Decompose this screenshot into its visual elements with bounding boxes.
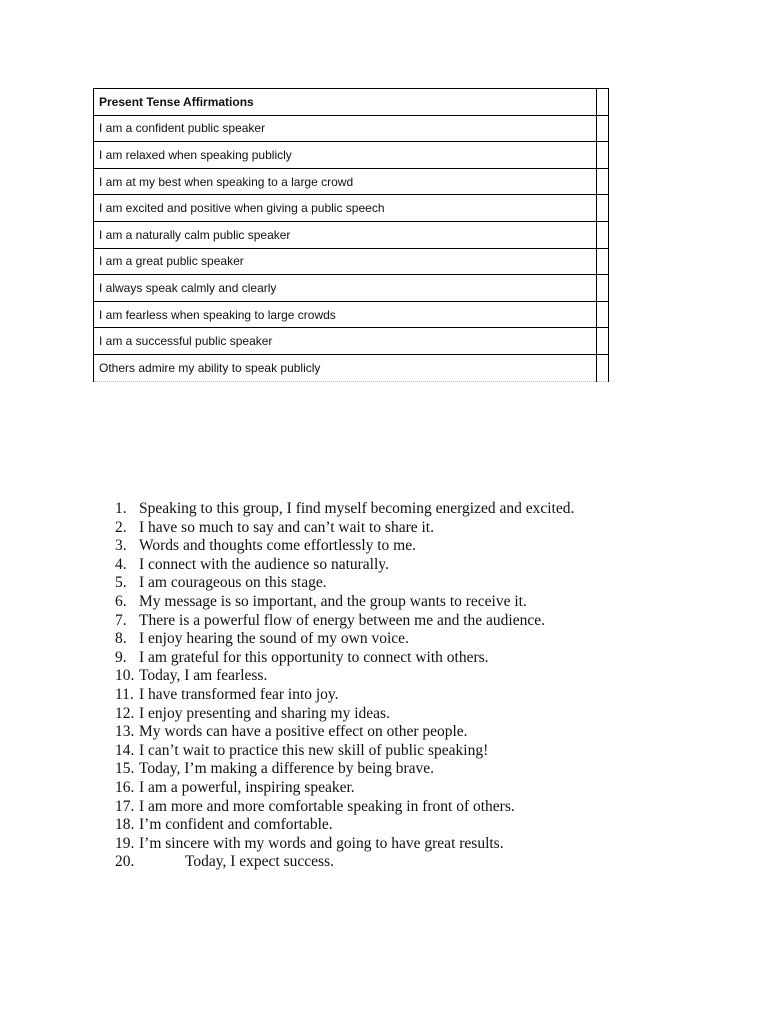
table-cell: I am at my best when speaking to a large crowd bbox=[94, 168, 597, 195]
table-side-cell bbox=[597, 115, 609, 142]
list-item bbox=[115, 612, 755, 631]
table-row bbox=[94, 275, 609, 302]
table-side-cell bbox=[597, 301, 609, 328]
list-item-text: I enjoy presenting and sharing my ideas. bbox=[139, 704, 390, 722]
list-item-text: I am courageous on this stage. bbox=[139, 574, 327, 592]
list-item-number: 19. bbox=[115, 834, 135, 852]
list-item bbox=[115, 630, 755, 649]
list-item-number: 14. bbox=[115, 741, 135, 759]
list-item-text: I’m confident and comfortable. bbox=[139, 816, 333, 834]
list-item-number: 10. bbox=[115, 667, 135, 685]
affirmations-list bbox=[115, 500, 755, 872]
list-item-text: I’m sincere with my words and going to have great results. bbox=[139, 834, 504, 852]
list-item-text: I enjoy hearing the sound of my own voice. bbox=[139, 630, 409, 648]
table-cell: I am fearless when speaking to large crowds bbox=[94, 301, 597, 328]
list-item-number: 20. bbox=[115, 853, 135, 871]
list-item-text: My words can have a positive effect on other people. bbox=[139, 723, 468, 741]
list-item-number: 13. bbox=[115, 723, 135, 741]
list-item-number: 4. bbox=[115, 555, 127, 573]
table-row bbox=[94, 168, 609, 195]
table-row bbox=[94, 221, 609, 248]
table-cell: I always speak calmly and clearly bbox=[94, 275, 597, 302]
table-cell: I am excited and positive when giving a public speech bbox=[94, 195, 597, 222]
list-item bbox=[115, 835, 755, 854]
table-side-cell bbox=[597, 221, 609, 248]
list-item-number: 7. bbox=[115, 611, 127, 629]
list-item bbox=[115, 574, 755, 593]
affirmations-table bbox=[93, 88, 609, 382]
list-item bbox=[115, 760, 755, 779]
list-item-text: There is a powerful flow of energy between me and the audience. bbox=[139, 611, 545, 629]
list-item bbox=[115, 853, 755, 872]
table-cell: I am a naturally calm public speaker bbox=[94, 221, 597, 248]
table-cell: I am a successful public speaker bbox=[94, 328, 597, 355]
list-item-text: I can’t wait to practice this new skill of public speaking! bbox=[139, 741, 489, 759]
table-cell: Others admire my ability to speak publicly bbox=[94, 354, 597, 381]
list-item bbox=[115, 556, 755, 575]
list-item-number: 12. bbox=[115, 704, 135, 722]
list-item bbox=[115, 686, 755, 705]
list-item-text: I am more and more comfortable speaking in front of others. bbox=[139, 797, 515, 815]
list-item bbox=[115, 723, 755, 742]
list-item-text: Today, I am fearless. bbox=[139, 667, 268, 685]
list-item-text: I am a powerful, inspiring speaker. bbox=[139, 778, 355, 796]
table-header-row bbox=[94, 89, 609, 116]
list-item bbox=[115, 667, 755, 686]
list-item-text: I connect with the audience so naturally. bbox=[139, 555, 389, 573]
list-item-number: 8. bbox=[115, 630, 127, 648]
list-item-number: 6. bbox=[115, 592, 127, 610]
table-row bbox=[94, 301, 609, 328]
list-item-number: 18. bbox=[115, 816, 135, 834]
table-row bbox=[94, 142, 609, 169]
list-item bbox=[115, 649, 755, 668]
list-item bbox=[115, 593, 755, 612]
list-item-text: I have transformed fear into joy. bbox=[139, 685, 339, 703]
table-side-cell bbox=[597, 354, 609, 381]
list-item-text: Words and thoughts come effortlessly to me. bbox=[139, 537, 416, 555]
list-item-number: 9. bbox=[115, 648, 127, 666]
table-cell: I am a great public speaker bbox=[94, 248, 597, 275]
table-row bbox=[94, 248, 609, 275]
list-item-text: My message is so important, and the group wants to receive it. bbox=[139, 592, 527, 610]
table-row bbox=[94, 354, 609, 381]
table-side-cell bbox=[597, 195, 609, 222]
list-item-number: 1. bbox=[115, 500, 127, 517]
list-item-number: 17. bbox=[115, 797, 135, 815]
list-item bbox=[115, 705, 755, 724]
list-item-text: Today, I’m making a difference by being brave. bbox=[139, 760, 435, 778]
list-item bbox=[115, 742, 755, 761]
table-side-cell bbox=[597, 89, 609, 116]
list-item-number: 5. bbox=[115, 574, 127, 592]
list-item-number: 2. bbox=[115, 518, 127, 536]
list-item-text: Today, I expect success. bbox=[185, 853, 334, 871]
table-row bbox=[94, 195, 609, 222]
list-item-text: Speaking to this group, I find myself becoming energized and excited. bbox=[139, 500, 575, 517]
table-cell: I am a confident public speaker bbox=[94, 115, 597, 142]
table-row bbox=[94, 115, 609, 142]
list-item-number: 16. bbox=[115, 778, 135, 796]
affirmations-table-container bbox=[93, 88, 609, 382]
table-row bbox=[94, 328, 609, 355]
table-side-cell bbox=[597, 328, 609, 355]
list-item-number: 3. bbox=[115, 537, 127, 555]
list-item-text: I have so much to say and can’t wait to share it. bbox=[139, 518, 434, 536]
list-item bbox=[115, 537, 755, 556]
table-cell: I am relaxed when speaking publicly bbox=[94, 142, 597, 169]
table-side-cell bbox=[597, 168, 609, 195]
list-item bbox=[115, 779, 755, 798]
table-side-cell bbox=[597, 275, 609, 302]
list-item-number: 11. bbox=[115, 685, 134, 703]
list-item bbox=[115, 798, 755, 817]
table-side-cell bbox=[597, 142, 609, 169]
list-item bbox=[115, 500, 755, 519]
list-item-text: I am grateful for this opportunity to connect with others. bbox=[139, 648, 489, 666]
list-item-number: 15. bbox=[115, 760, 135, 778]
table-side-cell bbox=[597, 248, 609, 275]
list-item bbox=[115, 816, 755, 835]
list-item bbox=[115, 519, 755, 538]
table-header-cell: Present Tense Affirmations bbox=[94, 89, 597, 116]
